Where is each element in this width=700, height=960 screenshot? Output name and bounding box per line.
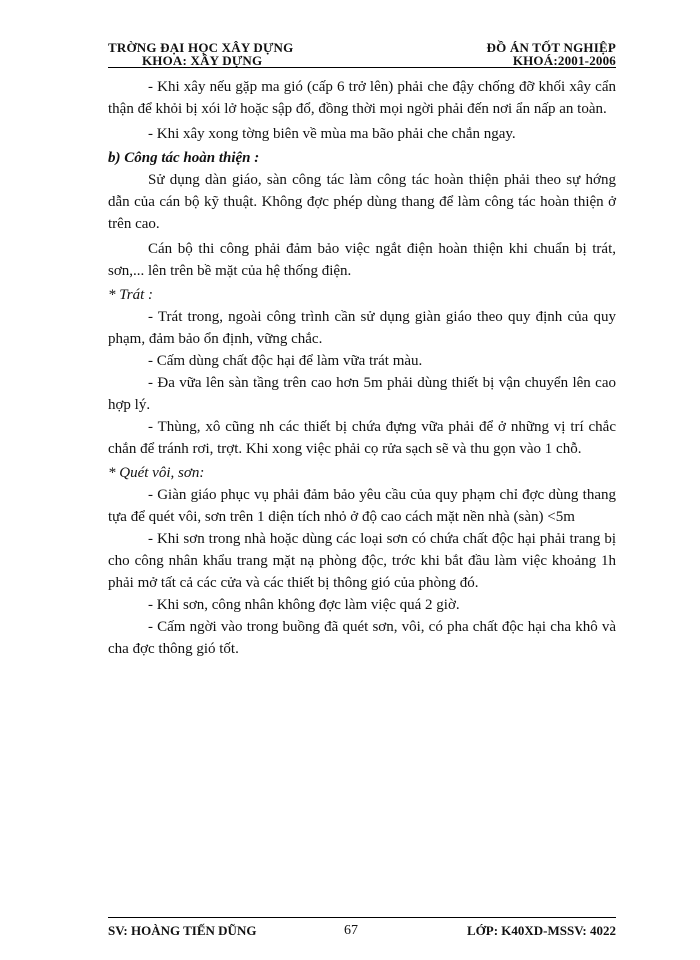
header-university: TRỜNG ĐẠI HỌC XÂY DỰNG — [108, 40, 294, 55]
footer-student-name: SV: HOÀNG TIẾN DŨNG — [108, 923, 257, 938]
subheading-painting: * Quét vôi, sơn: — [108, 465, 205, 481]
page-body — [108, 76, 616, 660]
paragraph: Sử dụng dàn giáo, sàn công tác làm công tác hoàn thiện phải theo sự hớng dẫn của cán bộ kỹ thuật. Không đợc phép dùng thang để làm công tác hoàn thiện ở trên cao. — [108, 172, 616, 232]
paragraph: - Thùng, xô cũng nh các thiết bị chứa đựng vữa phải để ở những vị trí chắc chắn để tránh rơi, trợt. Khi xong việc phải cọ rửa sạch sẽ và thu gọn vào 1 chỗ. — [108, 419, 616, 457]
header-course-years: KHOÁ:2001-2006 — [512, 53, 616, 68]
footer-divider — [108, 917, 616, 918]
paragraph: - Khi sơn, công nhân không đợc làm việc quá 2 giờ. — [148, 597, 460, 613]
paragraph: - Khi sơn trong nhà hoặc dùng các loại sơn có chứa chất độc hại phải trang bị cho công nhân khẩu trang mặt nạ phòng độc, trớc khi bắt đầu làm việc khoảng 1h phải mở tất cả các cửa và các thiết bị thông gió của phòng đó. — [108, 531, 616, 591]
paragraph: Cán bộ thi công phải đảm bảo việc ngắt điện hoàn thiện khi chuẩn bị trát, sơn,... lên trên bề mặt của hệ thống điện. — [108, 241, 616, 279]
header-project-title: ĐỒ ÁN TỐT NGHIỆP — [486, 40, 616, 55]
paragraph: - Giàn giáo phục vụ phải đảm bảo yêu cầu của quy phạm chỉ đợc dùng thang tựa để quét vôi, sơn trên 1 diện tích nhỏ ở độ cao cách mặt nền nhà (sàn) <5m — [108, 487, 616, 525]
paragraph: - Trát trong, ngoài công trình cần sử dụng giàn giáo theo quy định của quy phạm, đảm bảo ổn định, vững chắc. — [108, 309, 616, 347]
footer-class-id: LỚP: K40XD-MSSV: 4022 — [466, 923, 616, 938]
header-divider — [108, 67, 616, 68]
paragraph: - Cấm dùng chất độc hại để làm vữa trát màu. — [148, 353, 423, 369]
paragraph: - Đa vữa lên sàn tầng trên cao hơn 5m phải dùng thiết bị vận chuyển lên cao hợp lý. — [108, 375, 616, 413]
page-header — [108, 40, 616, 70]
paragraph: - Cấm ngời vào trong buồng đã quét sơn, vôi, có pha chất độc hại cha khô và cha đợc thông gió tốt. — [108, 619, 616, 657]
section-heading-finishing: b) Công tác hoàn thiện : — [108, 150, 260, 166]
page-footer — [108, 923, 616, 943]
header-faculty: KHOA: XÂY DỰNG — [142, 53, 263, 68]
subheading-plastering: * Trát : — [108, 287, 154, 303]
paragraph: - Khi xây nếu gặp ma gió (cấp 6 trở lên) phải che đậy chống đỡ khối xây cẩn thận để khỏi bị xói lở hoặc sập đổ, đồng thời mọi ngời phải đến nơi ẩn nấp an toàn. — [108, 79, 616, 117]
paragraph: - Khi xây xong tờng biên về mùa ma bão phải che chắn ngay. — [148, 126, 516, 142]
page-number: 67 — [344, 923, 358, 938]
